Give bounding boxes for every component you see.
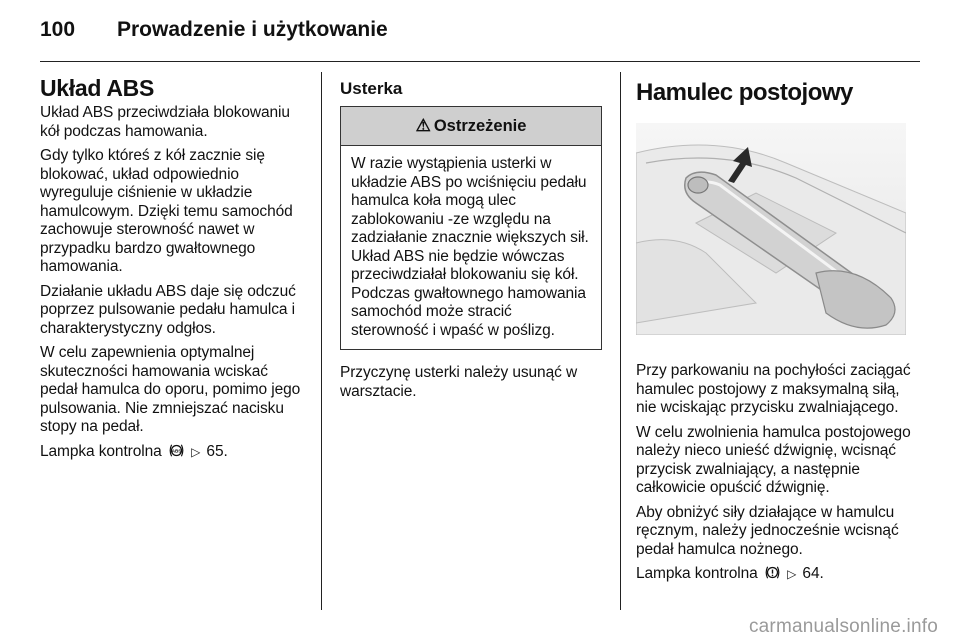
abs-paragraph: Działanie układu ABS daje się odczuć poprzez pulsowanie pedału hamulca i charakterystyczny odgłos. xyxy=(40,282,296,337)
fault-paragraph: Przyczynę usterki należy usunąć w warsztacie. xyxy=(340,364,578,400)
page-reference-arrow-icon: ▷ xyxy=(191,444,201,459)
abs-warning-lamp-icon xyxy=(168,443,185,458)
abs-lamp-reference xyxy=(40,443,305,462)
parking-paragraph: W celu zwolnienia hamulca postojowego należy nieco unieść dźwignię, wcisnąć przycisk zwalniający, a następnie całkowicie opuścić dźwignię. xyxy=(636,423,911,496)
warning-text: W razie wystąpienia usterki w układzie ABS po wciśnięciu pedału hamulca koła mogą ulec zablokowaniu -ze względu na zadziałanie znacznie większych sił. Układ ABS nie będzie wówczas przeciwdziałał blokowaniu się kół. Podczas gwałtownego hamowania samochód może stracić sterowność i wpaść w poślizg. xyxy=(351,155,589,339)
parking-column xyxy=(636,74,922,590)
page-number: 100 xyxy=(40,18,76,41)
fault-title: Usterka xyxy=(340,79,403,98)
column-divider xyxy=(620,72,621,610)
abs-paragraph: W celu zapewnienia optymalnej skuteczności hamowania wciskać pedał hamulca do oporu, pomimo jego pulsowania. Nie zmniejszać nacisku stopy na pedał. xyxy=(40,344,301,435)
running-title: Prowadzenie i użytkowanie xyxy=(117,18,388,41)
brake-warning-lamp-icon xyxy=(764,565,781,580)
warning-header xyxy=(341,107,601,146)
lamp-page-ref: 65. xyxy=(206,442,228,460)
parking-paragraph: Przy parkowaniu na pochyłości zaciągać hamulec postojowy z maksymalną siłą, nie wciskając przycisku zwalniającego. xyxy=(636,362,911,416)
fault-column xyxy=(340,74,602,407)
parking-lamp-reference xyxy=(636,565,922,584)
parking-paragraph: Aby obniżyć siły działające w hamulcu ręcznym, należy jednocześnie wcisnąć pedał hamulca nożnego. xyxy=(636,503,899,558)
parking-brake-illustration xyxy=(636,123,906,335)
abs-column xyxy=(40,74,305,467)
abs-paragraph: Układ ABS przeciwdziała blokowaniu kół podczas hamowania. xyxy=(40,104,290,140)
abs-title: Układ ABS xyxy=(40,75,155,101)
svg-text:ABS: ABS xyxy=(171,447,182,453)
warning-box xyxy=(340,106,602,350)
header-rule xyxy=(40,61,920,62)
parking-title: Hamulec postojowy xyxy=(636,79,853,106)
lamp-label: Lampka kontrolna xyxy=(636,565,758,582)
warning-title: Ostrzeżenie xyxy=(433,116,527,135)
column-divider xyxy=(321,72,322,610)
warning-triangle-icon: ⚠ xyxy=(415,116,431,135)
watermark: carmanualsonline.info xyxy=(748,616,938,637)
page-reference-arrow-icon: ▷ xyxy=(787,567,797,581)
lamp-label: Lampka kontrolna xyxy=(40,442,162,460)
page-header xyxy=(40,18,920,48)
abs-paragraph: Gdy tylko któreś z kół zacznie się blokować, układ odpowiednio wyreguluje ciśnienie w układzie hamulcowym. Dzięki temu samochód zachowuje sterowność nawet w przypadku bardzo gwałtownego hamowania. xyxy=(40,147,293,275)
lamp-page-ref: 64. xyxy=(802,565,824,582)
